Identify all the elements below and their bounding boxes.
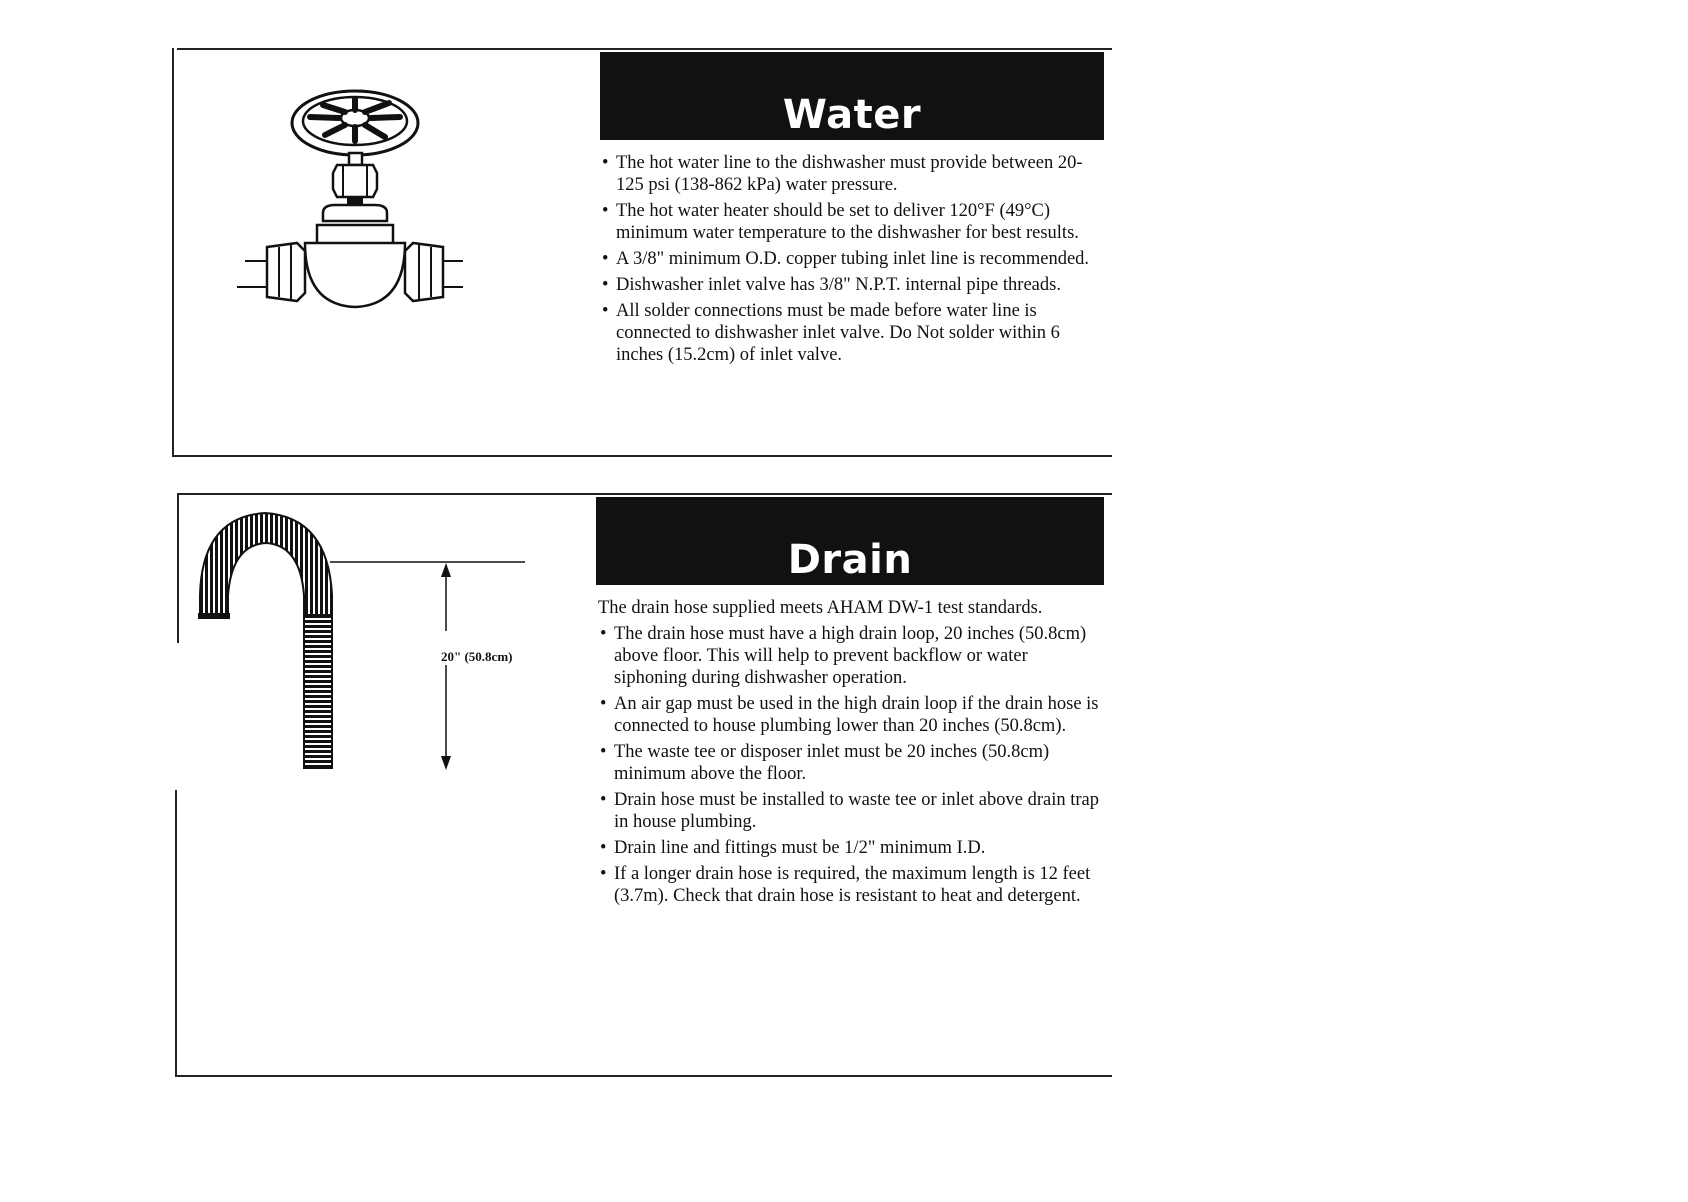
drain-bullet: • The waste tee or disposer inlet must be 20 inches (50.8cm) minimum above the floor.: [598, 741, 1100, 785]
drain-height-dimension: 20" (50.8cm): [441, 649, 513, 664]
drain-instructions: [598, 597, 1100, 911]
drain-bullet: • If a longer drain hose is required, the maximum length is 12 feet (3.7m). Check that drain hose is resistant to heat and detergent.: [598, 863, 1100, 907]
water-title: Water: [782, 92, 922, 138]
drain-bullet: • Drain hose must be installed to waste tee or inlet above drain trap in house plumbing.: [598, 789, 1100, 833]
drain-bullet: • The drain hose must have a high drain loop, 20 inches (50.8cm) above floor. This will help to prevent backflow or water siphoning during dishwasher operation.: [598, 623, 1100, 689]
drain-header: [596, 497, 1104, 585]
drain-bottom-rule: [175, 1075, 1112, 1077]
drain-intro: The drain hose supplied meets AHAM DW-1 test standards.: [598, 598, 1043, 618]
drain-left-rule-lower: [175, 790, 177, 1075]
water-bullet: • All solder connections must be made before water line is connected to dishwasher inlet valve. Do Not solder within 6 inches (15.2cm) of inlet valve.: [600, 300, 1100, 366]
drain-hose-loop-icon: [190, 505, 530, 785]
drain-bullet: • Drain line and fittings must be 1/2" minimum I.D.: [598, 837, 1100, 859]
drain-bullet: • An air gap must be used in the high drain loop if the drain hose is connected to house plumbing lower than 20 inches (50.8cm).: [598, 693, 1100, 737]
water-bullet: • A 3/8" minimum O.D. copper tubing inlet line is recommended.: [600, 248, 1100, 270]
drain-top-rule: [177, 493, 1112, 495]
water-bullet: • The hot water heater should be set to deliver 120°F (49°C) minimum water temperature to the dishwasher for best results.: [600, 200, 1100, 244]
water-bullet: • The hot water line to the dishwasher must provide between 20-125 psi (138-862 kPa) water pressure.: [600, 152, 1100, 196]
drain-title: Drain: [787, 537, 913, 583]
drain-left-rule: [177, 493, 179, 643]
water-bullet: • Dishwasher inlet valve has 3/8" N.P.T. internal pipe threads.: [600, 274, 1100, 296]
